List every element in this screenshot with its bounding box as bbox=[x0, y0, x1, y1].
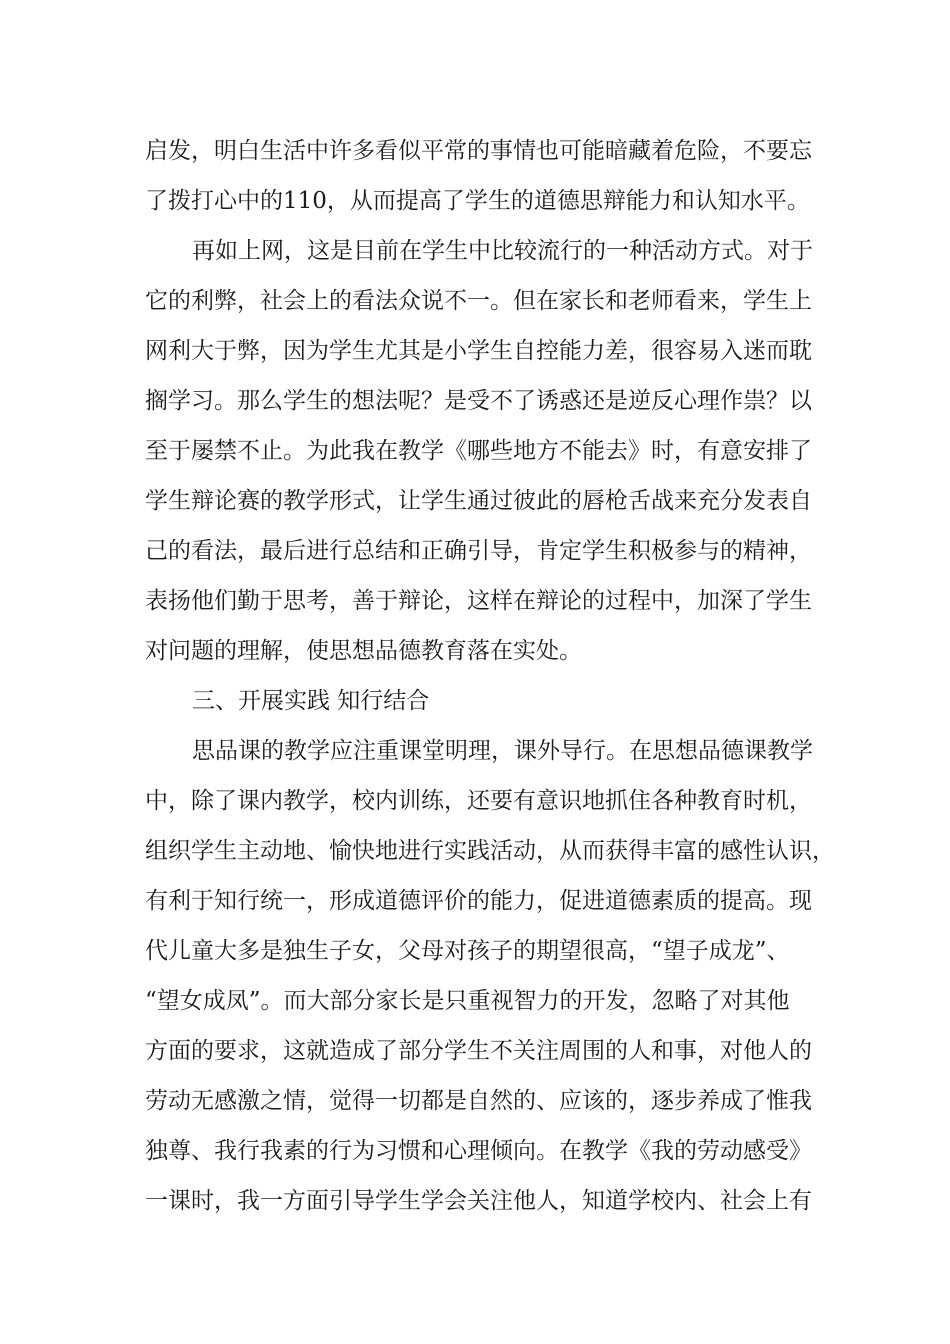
body-text-line: 代儿童大多是独生子女，父母对孩子的期望很高，“望子成龙”、 bbox=[145, 938, 790, 964]
body-text-line: 学生辩论赛的教学形式，让学生通过彼此的唇枪舌战来充分发表自 bbox=[145, 488, 812, 514]
body-text-line: 一课时，我一方面引导学生学会关注他人，知道学校内、社会上有 bbox=[145, 1188, 812, 1214]
body-text-line: 搁学习。那么学生的想法呢？是受不了诱惑还是逆反心理作祟？以 bbox=[145, 388, 812, 414]
body-text-line: 网利大于弊，因为学生尤其是小学生自控能力差，很容易入迷而耽 bbox=[145, 338, 812, 364]
body-text-line: 启发，明白生活中许多看似平常的事情也可能暗藏着危险，不要忘 bbox=[145, 138, 812, 164]
body-text-line: 了拨打心中的110，从而提高了学生的道德思辩能力和认知水平。 bbox=[145, 188, 810, 214]
body-text-line: “望女成凤”。而大部分家长是只重视智力的开发，忽略了对其他 bbox=[145, 988, 790, 1014]
body-text-line: 对问题的理解，使思想品德教育落在实处。 bbox=[145, 638, 582, 664]
body-text-line: 表扬他们勤于思考，善于辩论，这样在辩论的过程中，加深了学生 bbox=[145, 588, 812, 614]
section-heading: 三、开展实践 知行结合 bbox=[192, 688, 430, 714]
body-text-line: 己的看法，最后进行总结和正确引导，肯定学生积极参与的精神， bbox=[145, 538, 812, 564]
body-text-line: 方面的要求，这就造成了部分学生不关注周围的人和事，对他人的 bbox=[145, 1038, 812, 1064]
body-text-line: 有利于知行统一，形成道德评价的能力，促进道德素质的提高。现 bbox=[145, 888, 812, 914]
body-text-line: 它的利弊，社会上的看法众说不一。但在家长和老师看来，学生上 bbox=[145, 288, 812, 314]
body-text-line: 劳动无感激之情，觉得一切都是自然的、应该的，逐步养成了惟我 bbox=[145, 1088, 812, 1114]
paragraph-first-line: 思品课的教学应注重课堂明理，课外导行。在思想品德课教学 bbox=[192, 738, 813, 764]
body-text-line: 独尊、我行我素的行为习惯和心理倾向。在教学《我的劳动感受》 bbox=[145, 1138, 812, 1164]
paragraph-first-line: 再如上网，这是目前在学生中比较流行的一种活动方式。对于 bbox=[192, 238, 813, 264]
body-text-line: 中，除了课内教学，校内训练，还要有意识地抓住各种教育时机， bbox=[145, 788, 812, 814]
body-text-line: 组织学生主动地、愉快地进行实践活动，从而获得丰富的感性认识， bbox=[145, 838, 835, 864]
body-text-line: 至于屡禁不止。为此我在教学《哪些地方不能去》时，有意安排了 bbox=[145, 438, 812, 464]
